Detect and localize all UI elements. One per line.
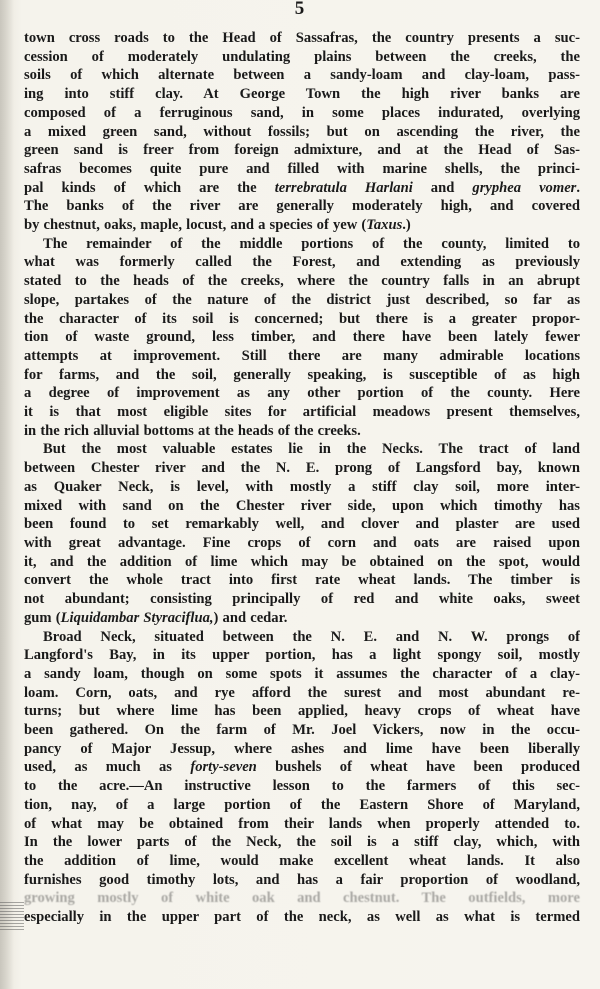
text-run: what was formerly called the Forest, and extending as previously bbox=[24, 254, 580, 271]
text-line bbox=[24, 104, 580, 123]
text-line bbox=[24, 665, 580, 684]
text-run: for farms, and the soil, generally speaking, is susceptible of as high bbox=[24, 366, 580, 383]
text-line bbox=[24, 29, 580, 48]
text-run: been gathered. On the farm of Mr. Joel Vickers, now in the occu- bbox=[24, 722, 580, 739]
text-line bbox=[24, 740, 580, 759]
text-line bbox=[24, 908, 580, 927]
text-line bbox=[24, 796, 580, 815]
text-run: a sandy loam, though on some spots it assumes the character of a clay- bbox=[24, 665, 580, 682]
text-run: been found to set remarkably well, and clover and plaster are used bbox=[24, 516, 580, 533]
text-run: in the rich alluvial bottoms at the heads of the creeks. bbox=[24, 422, 361, 439]
text-line bbox=[24, 347, 580, 366]
text-line bbox=[24, 141, 580, 160]
text-line bbox=[24, 702, 580, 721]
text-line bbox=[24, 815, 580, 834]
text-line bbox=[24, 197, 580, 216]
text-run: . bbox=[576, 179, 580, 196]
page-number: 5 bbox=[294, 0, 306, 19]
text-line bbox=[24, 497, 580, 516]
text-run: it, and the addition of lime which may be obtained on the spot, would bbox=[24, 553, 580, 570]
text-run: of what may be obtained from their lands when properly attended to. bbox=[24, 815, 580, 832]
text-run: convert the whole tract into first rate wheat lands. The timber is bbox=[24, 572, 580, 589]
text-run: especially in the upper part of the neck, as well as what is termed bbox=[24, 909, 580, 926]
text-line bbox=[24, 48, 580, 67]
text-line bbox=[24, 66, 580, 85]
text-line bbox=[24, 684, 580, 703]
text-run: The banks of the river are generally moderately high, and covered bbox=[24, 198, 580, 215]
text-run: safras becomes quite pure and filled with marine shells, the princi- bbox=[24, 160, 580, 177]
text-line bbox=[24, 534, 580, 553]
text-run: to the acre.—An instructive lesson to the farmers of this sec- bbox=[24, 778, 580, 795]
text-run: a mixed green sand, without fossils; but on ascending the river, the bbox=[24, 123, 580, 140]
text-line bbox=[24, 646, 580, 665]
text-line bbox=[24, 758, 580, 777]
text-line bbox=[24, 571, 580, 590]
text-run: it is that most eligible sites for artificial meadows present themselves, bbox=[24, 404, 580, 421]
text-line bbox=[24, 235, 580, 254]
text-run: .) bbox=[402, 217, 411, 234]
italic-term: Liquidambar Styraciflua, bbox=[60, 609, 214, 626]
text-line bbox=[24, 721, 580, 740]
text-line bbox=[24, 422, 580, 441]
text-run: mixed with sand on the Chester river side, upon which timothy has bbox=[24, 497, 580, 514]
text-run: ) and cedar. bbox=[213, 609, 288, 626]
text-run: used, as much as bbox=[24, 759, 191, 776]
text-run: In the lower parts of the Neck, the soil is a stiff clay, which, with bbox=[24, 834, 580, 851]
text-line bbox=[24, 777, 580, 796]
italic-term: Taxus bbox=[366, 217, 403, 234]
text-run: attempts at improvement. Still there are many admirable locations bbox=[24, 347, 580, 364]
text-run: a degree of improvement as any other portion of the county. Here bbox=[24, 385, 580, 402]
text-run: soils of which alternate between a sandy-loam and clay-loam, pass- bbox=[24, 67, 580, 84]
text-run: with great advantage. Fine crops of corn and oats are raised upon bbox=[24, 534, 580, 551]
text-line bbox=[24, 328, 580, 347]
text-line bbox=[24, 403, 580, 422]
text-line bbox=[24, 515, 580, 534]
text-line bbox=[24, 85, 580, 104]
text-line bbox=[24, 272, 580, 291]
text-run: gum ( bbox=[24, 609, 61, 626]
text-line bbox=[24, 253, 580, 272]
text-run: the addition of lime, would make excellent wheat lands. It also bbox=[24, 852, 580, 869]
text-run: But the most valuable estates lie in the Necks. The tract of land bbox=[43, 441, 580, 458]
text-line bbox=[24, 160, 580, 179]
text-run: town cross roads to the Head of Sassafras, the country presents a suc- bbox=[24, 30, 580, 46]
text-line bbox=[24, 459, 580, 478]
text-run: between Chester river and the N. E. prong of Langsford bay, known bbox=[24, 460, 580, 477]
text-run: furnishes good timothy lots, and has a fair proportion of woodland, bbox=[24, 871, 580, 888]
text-run: Broad Neck, situated between the N. E. and N. W. prongs of bbox=[43, 628, 580, 645]
text-run: and bbox=[412, 179, 473, 196]
page-binding-edge bbox=[0, 0, 14, 989]
text-run: cession of moderately undulating plains between the creeks, the bbox=[24, 48, 580, 65]
text-run: the character of its soil is concerned; but there is a greater propor- bbox=[24, 310, 580, 327]
text-run: tion of waste ground, less timber, and there have been lately fewer bbox=[24, 329, 580, 346]
text-run: ing into stiff clay. At George Town the high river banks are bbox=[24, 86, 580, 103]
text-run: composed of a ferruginous sand, in some places indurated, overlying bbox=[24, 104, 580, 121]
text-line bbox=[24, 871, 580, 890]
text-run: loam. Corn, oats, and rye afford the surest and most abundant re- bbox=[24, 684, 580, 701]
text-run: bushels of wheat have been produced bbox=[256, 759, 580, 776]
text-line bbox=[24, 291, 580, 310]
text-line bbox=[24, 216, 580, 235]
text-run: turns; but where lime has been applied, heavy crops of wheat have bbox=[24, 703, 580, 720]
text-line bbox=[24, 384, 580, 403]
text-run: growing mostly of white oak and chestnut. The outfields, more bbox=[24, 890, 580, 907]
text-line bbox=[24, 852, 580, 871]
text-run: pal kinds of which are the bbox=[24, 179, 275, 196]
text-run: by chestnut, oaks, maple, locust, and a species of yew ( bbox=[24, 217, 367, 234]
text-run: tion, nay, of a large portion of the Eastern Shore of Maryland, bbox=[24, 796, 580, 813]
print-smudge bbox=[0, 900, 24, 930]
text-line bbox=[24, 590, 580, 609]
text-run: The remainder of the middle portions of the county, limited to bbox=[43, 235, 580, 252]
text-line bbox=[24, 609, 580, 628]
text-line bbox=[24, 889, 580, 908]
text-line bbox=[24, 440, 580, 459]
text-run: slope, partakes of the nature of the district just described, so far as bbox=[24, 291, 580, 308]
text-line bbox=[24, 310, 580, 329]
italic-term: gryphea vomer bbox=[472, 179, 577, 196]
italic-term: forty-seven bbox=[190, 759, 257, 776]
text-run: as Quaker Neck, is level, with mostly a stiff clay soil, more inter- bbox=[24, 478, 580, 495]
text-line bbox=[24, 179, 580, 198]
text-run: stated to the heads of the creeks, where the country falls in an abrupt bbox=[24, 273, 580, 290]
text-run: green sand is freer from foreign admixture, and at the Head of Sas- bbox=[24, 142, 580, 159]
text-line bbox=[24, 123, 580, 142]
text-run: not abundant; consisting principally of red and white oaks, sweet bbox=[24, 591, 580, 608]
italic-term: terrebratula Harlani bbox=[274, 179, 413, 196]
text-line bbox=[24, 553, 580, 572]
text-run: Langford's Bay, in its upper portion, has a light spongy soil, mostly bbox=[24, 647, 580, 664]
text-line bbox=[24, 833, 580, 852]
text-line bbox=[24, 478, 580, 497]
body-text bbox=[24, 29, 580, 927]
text-line bbox=[24, 628, 580, 647]
text-line bbox=[24, 366, 580, 385]
text-run: pancy of Major Jessup, where ashes and lime have been liberally bbox=[24, 740, 580, 757]
